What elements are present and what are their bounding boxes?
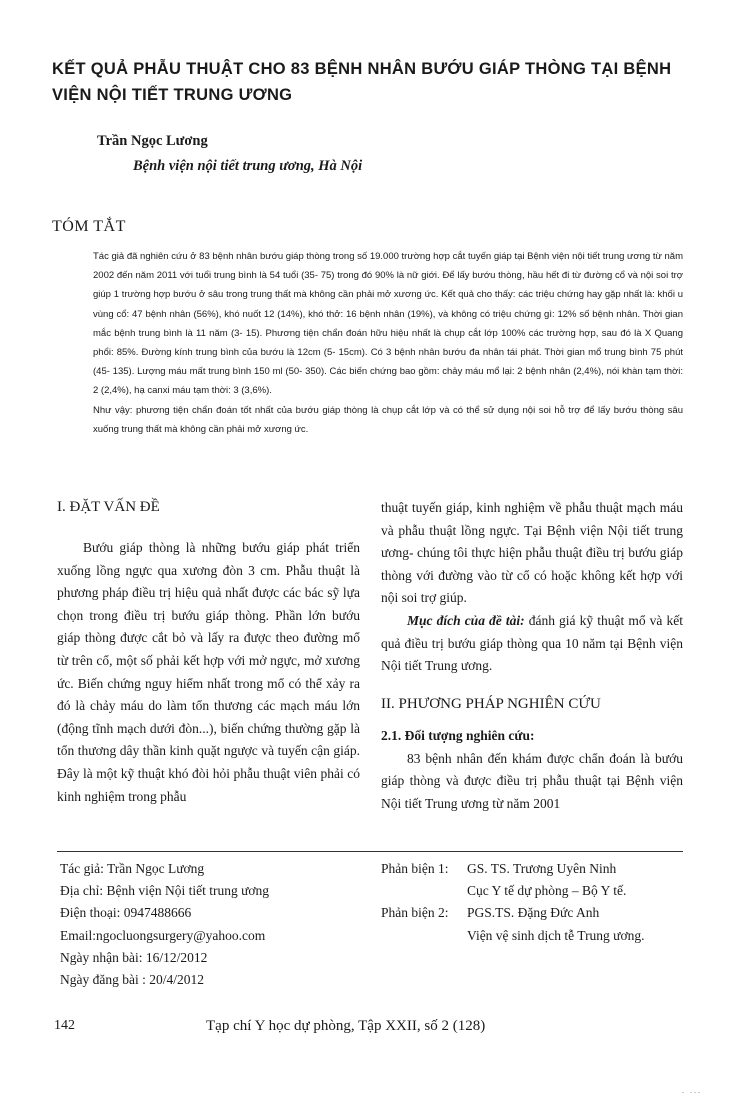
reviewer-1-name: GS. TS. Trương Uyên Ninh (467, 861, 617, 876)
right-column (381, 497, 683, 816)
aim-label: Mục đích của đề tài: (407, 612, 525, 628)
contact-author: Tác giả: Trần Ngọc Lương (60, 861, 205, 876)
reviewer-2-label: Phản biện 2: (381, 905, 449, 921)
reviewer-2 (381, 902, 645, 924)
abstract-heading: TÓM TẮT (52, 218, 126, 235)
aim-paragraph (381, 610, 683, 678)
abstract-body (93, 247, 683, 439)
received-date: Ngày nhận bài: 16/12/2012 (60, 949, 208, 965)
author-affiliation: Bệnh viện nội tiết trung ương, Hà Nội (133, 158, 363, 174)
section-1-body-continued: thuật tuyến giáp, kinh nghiệm về phẫu thuật mạch máu và phẫu thuật lồng ngực. Tại Bệnh viện Nội tiết trung ương- chúng tôi thực hiện phẫu thuật điều trị bướu giáp thòng với đường vào từ cổ có hoặc không kết hợp với nội soi trợ giúp. (381, 500, 683, 606)
reviewer-1-org: Cục Y tế dự phòng – Bộ Y tế. (467, 883, 627, 899)
author-contact-block (60, 858, 269, 991)
section-1-heading: I. ĐẶT VẤN ĐỀ (57, 499, 160, 515)
reviewer-1-label: Phản biện 1: (381, 861, 449, 876)
corner-mark: . ... (682, 1086, 702, 1095)
reviewer-1 (381, 858, 645, 880)
subsection-2-1-body: 83 bệnh nhân đến khám được chẩn đoán là bướu giáp thòng và được điều trị phẫu thuật tại Bệnh viện Nội tiết Trung ương từ năm 2001 (381, 750, 683, 811)
journal-citation: Tạp chí Y học dự phòng, Tập XXII, số 2 (128) (206, 1018, 486, 1034)
page-number: 142 (54, 1018, 75, 1033)
reviewer-2-org-row (381, 925, 645, 947)
reviewer-2-org: Viện vệ sinh dịch tễ Trung ương. (467, 927, 645, 943)
author-name: Trần Ngọc Lương (97, 133, 208, 149)
reviewer-2-name: PGS.TS. Đặng Đức Anh (467, 905, 600, 921)
section-1-body: Bướu giáp thòng là những bướu giáp phát triển xuống lồng ngực qua xương đòn 3 cm. Phẫu thuật là phương pháp điều trị hiệu quả nhất được các bác sỹ lựa chọn trong điều trị bướu giáp thòng. Phần lớn bướu giáp thòng được cắt bỏ và lấy ra được theo đường mổ từ trên cổ, một số phải kết hợp với mở ngực, mở xương ức. Biến chứng nguy hiểm nhất trong mổ có thể xảy ra đó là chảy máu do làm tổn thương các mạch máu lớn (động tĩnh mạch dưới đòn...), biến chứng thường gặp là tổn thương dây thần kinh quặt ngược và tuyến cận giáp. Đây là một kỹ thuật khó đòi hỏi phẫu thuật viên phải có kinh nghiệm trong phẫu (57, 540, 360, 804)
published-date: Ngày đăng bài : 20/4/2012 (60, 972, 204, 988)
contact-address: Địa chỉ: Bệnh viện Nội tiết trung ương (60, 883, 270, 899)
abstract-conclusion: Như vậy: phương tiện chẩn đoán tốt nhất của bướu giáp thòng là chụp cắt lớp và có thể sử dụng nội soi hỗ trợ để lấy bướu thòng sâu xuống trung thất mà không cần phải mở xương ức. (93, 404, 683, 435)
reviewers-block (381, 858, 645, 947)
abstract-paragraph: Tác giả đã nghiên cứu ở 83 bệnh nhân bướu giáp thòng trong số 19.000 trường hợp cắt tuyến giáp tại Bệnh viện nội tiết trung ương từ năm 2002 đến năm 2011 với tuổi trung bình là 54 tuổi (35- 75) trong đó 90% là nữ giới. Để lấy bướu thòng, hầu hết đi từ đường cổ và nội soi trợ giúp 1 trường hợp bướu ở sâu trong trung thất mà không cần phải mở xương ức. Kết quả cho thấy: các triệu chứng hay gặp nhất là: khối u vùng cổ: 47 bệnh nhân (56%), khó nuốt 12 (14%), khó thở: 16 bệnh nhân (19%), và không có triệu chứng gì: 12% số bệnh nhân. Thời gian mắc bệnh trung bình là 11 năm (3- 15). Phương tiện chẩn đoán hữu hiệu nhất là chụp cắt lớp 100% các trường hợp, sau đó là X Quang phổi: 85%. Đường kính trung bình của bướu là 12cm (5- 15cm). Có 3 bệnh nhân bướu đa nhân tái phát. Thời gian mổ trung bình 75 phút (45- 135). Lượng máu mất trung bình 150 ml (50- 350). Các biến chứng bao gồm: chảy máu mổ lại: 2 bệnh nhân (2,4%), nói khàn tạm thời: 2 (2,4%), hạ canxi máu tạm thời: 3 (3,6%). (93, 251, 683, 397)
left-column (57, 497, 360, 808)
contact-email: Email:ngocluongsurgery@yahoo.com (60, 927, 266, 943)
contact-phone: Điện thoại: 0947488666 (60, 905, 192, 921)
reviewer-1-org-row (381, 880, 645, 902)
subsection-2-1-heading: 2.1. Đối tượng nghiên cứu: (381, 727, 535, 743)
aim-text: đánh giá kỹ thuật mổ và kết quả điều trị bướu giáp thòng qua 10 năm tại Bệnh viện Nội tiết Trung ương. (381, 612, 683, 674)
article-title: KẾT QUẢ PHẪU THUẬT CHO 83 BỆNH NHÂN BƯỚU GIÁP THÒNG TẠI BỆNH VIỆN NỘI TIẾT TRUNG ƯƠNG (52, 60, 672, 104)
footer-divider (57, 851, 683, 852)
section-2-heading: II. PHƯƠNG PHÁP NGHIÊN CỨU (381, 695, 601, 712)
